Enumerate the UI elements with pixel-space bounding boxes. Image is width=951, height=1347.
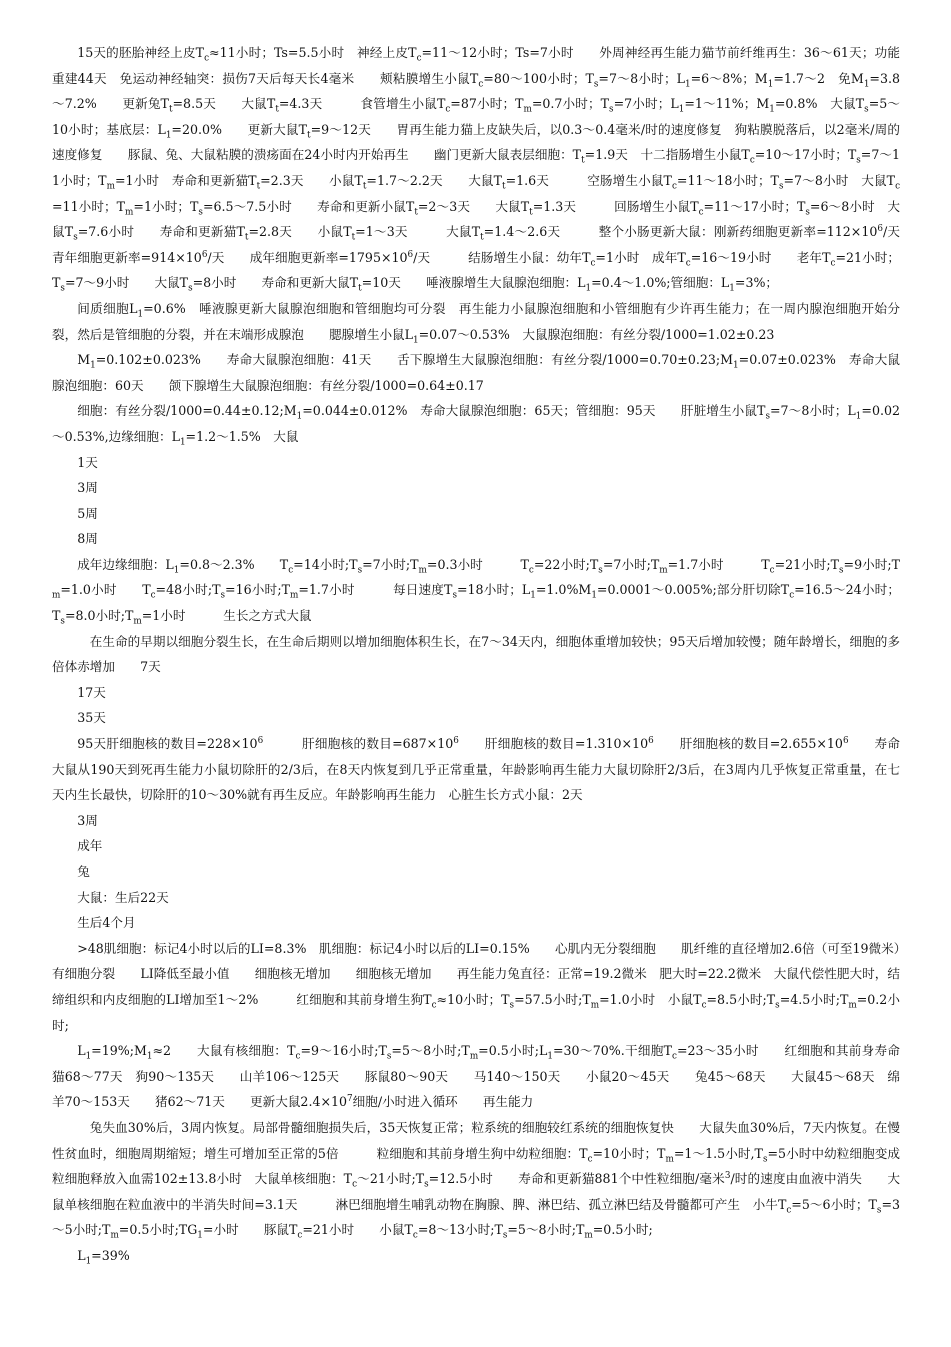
paragraph: 兔失血30%后，3周内恢复。局部骨髓细胞损失后，35天恢复正常；粒系统的细胞较红系统的细胞恢复快 大鼠失血30%后，7天内恢复。在慢性贫血时，细胞周期缩短；增生可增加至正常的5倍 粒细胞和其前身增生狗中幼粒细胞：$T_c=10$小时；$T_m=1\sim 1.5$小时$,T_s=5$小时中幼粒细胞变成粒细胞释放入血需102±13.8小时 大鼠单核细胞：$T_c\sim 21$小时$;T_s=12.5$小时 寿命和更新猫881个中性粒细胞/毫米$^3$/时的速度由血液中消失 大鼠单核细胞在粒血液中的半消失时间=3.1天 淋巴细胞增生哺乳动物在胸腺、脾、淋巴结、孤立淋巴结及骨髓都可产生 小牛$T_c=5\sim 6$小时；$T_s=3\sim 5$小时$;T_m=0.5$小时$;TG_1=$小时 豚鼠$T_c=21$小时 小鼠$T_c=8\sim 13$小时$;T_s=5\sim 8$小时$;T_m=0.5$小时; bbox=[52, 1119, 901, 1241]
standalone-line: 8周 bbox=[77, 531, 98, 547]
standalone-line: 3周 bbox=[77, 812, 98, 828]
standalone-line: 1天 bbox=[77, 454, 98, 470]
standalone-line: 3周 bbox=[77, 480, 98, 496]
paragraph: >48肌细胞：标记4小时以后的LI=8.3% 肌细胞：标记4小时以后的LI=0.15% 心肌内无分裂细胞 肌纤维的直径增加2.6倍（可至19微米） 有细胞分裂 LI降低至最小值 细胞核无增加 细胞核无增加 再生能力兔直径：正常=19.2微米 肥大时=22.2微米 大鼠代偿性肥大时，结缔组织和内皮细胞的LI增加至1～2% 红细胞和其前身增生狗$T_c\approx 10$小时；$T_s=57.5$小时$;T_m=1.0$小时 小鼠$T_c=8.5$小时$;T_s=4.5$小时$;T_m=0.2$小时; bbox=[52, 940, 926, 1033]
paragraph: 细胞：有丝分裂$/1000=0.44\pm 0.12;M_1=0.044\pm 0.012\%$ 寿命大鼠腺泡细胞：65天；管细胞：95天 肝脏增生小鼠$T_s=7\sim 8$小时；$L_1=0.02\sim 0.53\%$,边缘细胞：$L_1=1.2\sim 1.5\%$ 大鼠 bbox=[52, 403, 900, 448]
document-page bbox=[52, 40, 926, 1269]
paragraph: $L_1=19\%;M_1\approx 2$ 大鼠有核细胞：$T_c=9\sim 16$小时$;T_s=5\sim 8$小时$;T_m=0.5$小时$;L_1=30\sim 70\%$.干细胞$T_c=23\sim 35$小时 红细胞和其前身寿命猫68～77天 狗90～135天 山羊106～125天 豚鼠80～90天 马140～150天 小鼠20～45天 兔45～68天 大鼠45～68天 绵羊70～153天 猪62～71天 更新大鼠$2.4\times 10^7$细胞/小时进入循环 再生能力 bbox=[52, 1043, 900, 1110]
paragraph: 95天肝细胞核的数目$=228\times 10^6$ 肝细胞核的数目$=687\times 10^6$ 肝细胞核的数目$=1.310\times 10^6$ 肝细胞核的数目$=2.655\times 10^6$ 寿命大鼠从190天到死再生能力小鼠切除肝的2/3后，在8天内恢复到几乎正常重量，年龄影响再生能力大鼠切除肝2/3后，在3周内几乎恢复正常重量，在七天内生长最快，切除肝的10～30%就有再生反应。年龄影响再生能力 心脏生长方式小鼠：2天 bbox=[52, 735, 901, 803]
paragraph: 15天的胚胎神经上皮$T_c\approx 11$小时；Ts=5.5小时 神经上皮$T_c=11\sim 12$小时；Ts=7小时 外周神经再生能力猫节前纤维再生：36～61天；功能重建44天 免运动神经轴突：损伤7天后每天长4毫米 颊粘膜增生小鼠$T_c=80\sim 100$小时；$T_s=7\sim 8$小时；$L_1=6\sim 8\%$；$M_1=1.7\sim 2$ 免$M_1=3.8\sim 7.2\%$ 更新兔$T_t=8.5$天 大鼠$T_t=4.3$天 食管增生小鼠$T_c=87$小时；$T_m=0.7$小时；$T_s=7$小时；$L_1=1\sim 11\%$；$M_1=0.8\%$ 大鼠$T_s=5\sim 10$小时；基底层：$L_1=20.0\%$ 更新大鼠$T_t=9\sim 12$天 胃再生能力猫上皮缺失后，以0.3～0.4毫米/时的速度修复 狗粘膜脱落后，以2毫米/周的速度修复 豚鼠、兔、大鼠粘膜的溃疡面在24小时内开始再生 幽门更新大鼠表层细胞：$T_t=1.9$天 十二指肠增生小鼠$T_c=10\sim 17$小时；$T_s=7\sim 11$小时；$T_m=1$小时 寿命和更新猫$T_t=2.3$天 小鼠$T_t=1.7\sim 2.2$天 大鼠$T_t=1.6$天 空肠增生小鼠$T_c=11\sim 18$小时；$T_s=7\sim 8$小时 大鼠$T_c=11$小时；$T_m=1$小时；$T_s=6.5\sim 7.5$小时 寿命和更新小鼠$T_t=2\sim 3$天 大鼠$T_t=1.3$天 回肠增生小鼠$T_c=11\sim 17$小时；$T_s=6\sim 8$小时 大鼠$T_s=7.6$小时 寿命和更新猫$T_t=2.8$天 小鼠$T_t=1\sim 3$天 大鼠$T_t=1.4\sim 2.6$天 整个小肠更新大鼠：刚新药细胞更新率$=112\times 10^6/$天 青年细胞更新率$=914\times 10^6/$天 成年细胞更新率$=1795\times 10^6/$天 结肠增生小鼠：幼年$T_c=1$小时 成年$T_c=16\sim 19$小时 老年$T_c=21$小时；$T_s=7\sim 9$小时 大鼠$T_s=8$小时 寿命和更新大鼠$T_t=10$天 唾液腺增生大鼠腺泡细胞：$L_1=0.4\sim 1.0\%$;管细胞：$L_1=3\%$； bbox=[52, 45, 913, 294]
standalone-line: 35天 bbox=[77, 710, 106, 726]
standalone-line: 成年 bbox=[77, 838, 103, 854]
standalone-line: 5周 bbox=[77, 505, 98, 521]
standalone-line: 大鼠：生后22天 bbox=[77, 889, 169, 905]
standalone-line: 17天 bbox=[77, 684, 106, 700]
paragraph: 间质细胞$L_1=0.6\%$ 唾液腺更新大鼠腺泡细胞和管细胞均可分裂 再生能力小鼠腺泡细胞和小管细胞有少许再生能力；在一周内腺泡细胞开始分裂，然后是管细胞的分裂，并在末端形成腺泡 腮腺增生小鼠$L_1=0.07\sim 0.53\%$ 大鼠腺泡细胞：有丝分裂/1000=1.02±0.23 bbox=[52, 300, 900, 346]
paragraph: $M_1=0.102\pm 0.023\%$ 寿命大鼠腺泡细胞：41天 舌下腺增生大鼠腺泡细胞：有丝分裂$/1000=0.70\pm 0.23;M_1=0.07\pm 0.023\%$ 寿命大鼠腺泡细胞：60天 颌下腺增生大鼠腺泡细胞：有丝分裂/1000=0.64±0.17 bbox=[52, 352, 900, 393]
paragraph: $L_1=39\%$ bbox=[77, 1247, 130, 1267]
standalone-line: 兔 bbox=[77, 864, 90, 879]
paragraph: 成年边缘细胞：$L_1=0.8\sim 2.3\%$ $T_c=14$小时$;T_s=7$小时$;T_m=0.3$小时 $T_c=22$小时$;T_s=7$小时$;T_m=1.7$小时 $T_c=21$小时$;T_s=9$小时$;T_m=1.0$小时 $T_c=48$小时$;T_s=16$小时$;T_m=1.7$小时 每日速度$T_s=18$小时；$L_1=1.0\%M_1=0.0001\sim 0.005\%$;部分肝切除$T_c=16.5\sim 24$小时；$T_s=8.0$小时$;T_m=1$小时 生长之方式大鼠 bbox=[52, 556, 901, 627]
standalone-line: 生后4个月 bbox=[77, 915, 136, 931]
paragraph: 在生命的早期以细胞分裂生长，在生命后期则以增加细胞体积生长，在7～34天内，细胞体重增加较快；95天后增加较慢；随年龄增长，细胞的多倍体赤增加 7天 bbox=[52, 633, 900, 675]
